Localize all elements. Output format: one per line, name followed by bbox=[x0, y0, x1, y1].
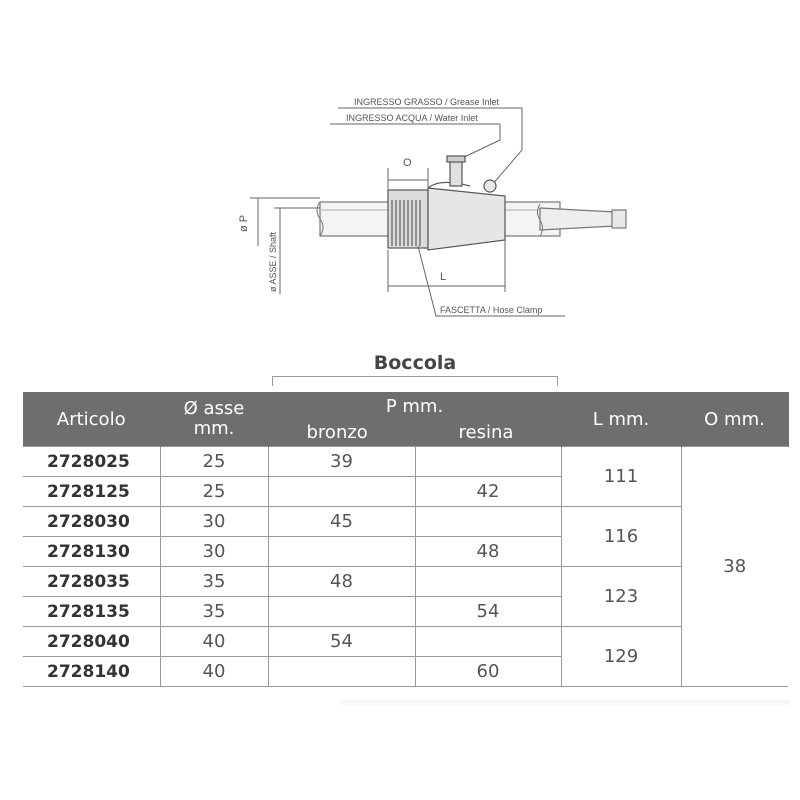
header-bronzo: bronzo bbox=[306, 422, 368, 443]
table-row bbox=[23, 507, 788, 537]
cell-articolo: 2728130 bbox=[23, 537, 160, 567]
header-l: L mm. bbox=[561, 392, 681, 447]
cell-asse: 35 bbox=[160, 597, 268, 627]
cell-asse: 30 bbox=[160, 507, 268, 537]
cell-articolo: 2728030 bbox=[23, 507, 160, 537]
grease-inlet-label: INGRESSO GRASSO / Grease Inlet bbox=[354, 97, 500, 107]
dim-l-label: L bbox=[440, 271, 447, 283]
table-row bbox=[23, 447, 788, 477]
cell-asse: 25 bbox=[160, 447, 268, 477]
header-o: O mm. bbox=[681, 392, 788, 447]
bottom-shade bbox=[340, 700, 790, 708]
table-row bbox=[23, 567, 788, 597]
cell-resina bbox=[415, 567, 561, 597]
cell-articolo: 2728040 bbox=[23, 627, 160, 657]
cell-articolo: 2728035 bbox=[23, 567, 160, 597]
header-articolo: Articolo bbox=[23, 392, 160, 447]
cell-bronzo: 48 bbox=[268, 567, 415, 597]
cell-resina: 54 bbox=[415, 597, 561, 627]
cell-resina bbox=[415, 447, 561, 477]
cell-o: 38 bbox=[681, 447, 788, 687]
header-asse-line1: Ø asse bbox=[183, 398, 245, 419]
cell-resina bbox=[415, 507, 561, 537]
header-resina: resina bbox=[458, 422, 514, 443]
cell-bronzo bbox=[268, 597, 415, 627]
product-table bbox=[23, 392, 789, 687]
group-bracket bbox=[272, 376, 558, 386]
header-p-title: P mm. bbox=[385, 396, 444, 417]
cell-articolo: 2728125 bbox=[23, 477, 160, 507]
cell-bronzo: 39 bbox=[268, 447, 415, 477]
cell-l: 116 bbox=[561, 507, 681, 567]
hose-clamp-label: FASCETTA / Hose Clamp bbox=[440, 305, 543, 315]
cell-asse: 35 bbox=[160, 567, 268, 597]
technical-drawing bbox=[0, 0, 800, 340]
header-row bbox=[23, 392, 788, 447]
cell-l: 111 bbox=[561, 447, 681, 507]
cell-l: 129 bbox=[561, 627, 681, 687]
cell-l: 123 bbox=[561, 567, 681, 627]
cell-asse: 25 bbox=[160, 477, 268, 507]
cell-articolo: 2728025 bbox=[23, 447, 160, 477]
group-title-boccola: Boccola bbox=[373, 352, 457, 374]
header-p bbox=[268, 392, 561, 447]
cell-bronzo bbox=[268, 477, 415, 507]
cell-bronzo: 54 bbox=[268, 627, 415, 657]
cell-bronzo: 45 bbox=[268, 507, 415, 537]
header-asse-line2: mm. bbox=[193, 418, 235, 439]
cell-articolo: 2728140 bbox=[23, 657, 160, 687]
dim-o-label: O bbox=[403, 157, 412, 169]
cell-resina: 42 bbox=[415, 477, 561, 507]
cell-articolo: 2728135 bbox=[23, 597, 160, 627]
cell-asse: 40 bbox=[160, 627, 268, 657]
cell-asse: 30 bbox=[160, 537, 268, 567]
cell-asse: 40 bbox=[160, 657, 268, 687]
table-row bbox=[23, 627, 788, 657]
water-inlet-label: INGRESSO ACQUA / Water Inlet bbox=[346, 113, 478, 123]
shaft-diameter-label: ø ASSE / Shaft bbox=[268, 231, 278, 292]
header-asse bbox=[160, 392, 268, 447]
cell-resina bbox=[415, 627, 561, 657]
cell-bronzo bbox=[268, 537, 415, 567]
cell-bronzo bbox=[268, 657, 415, 687]
dim-p-label: ø P bbox=[238, 214, 250, 232]
cell-resina: 60 bbox=[415, 657, 561, 687]
cell-resina: 48 bbox=[415, 537, 561, 567]
